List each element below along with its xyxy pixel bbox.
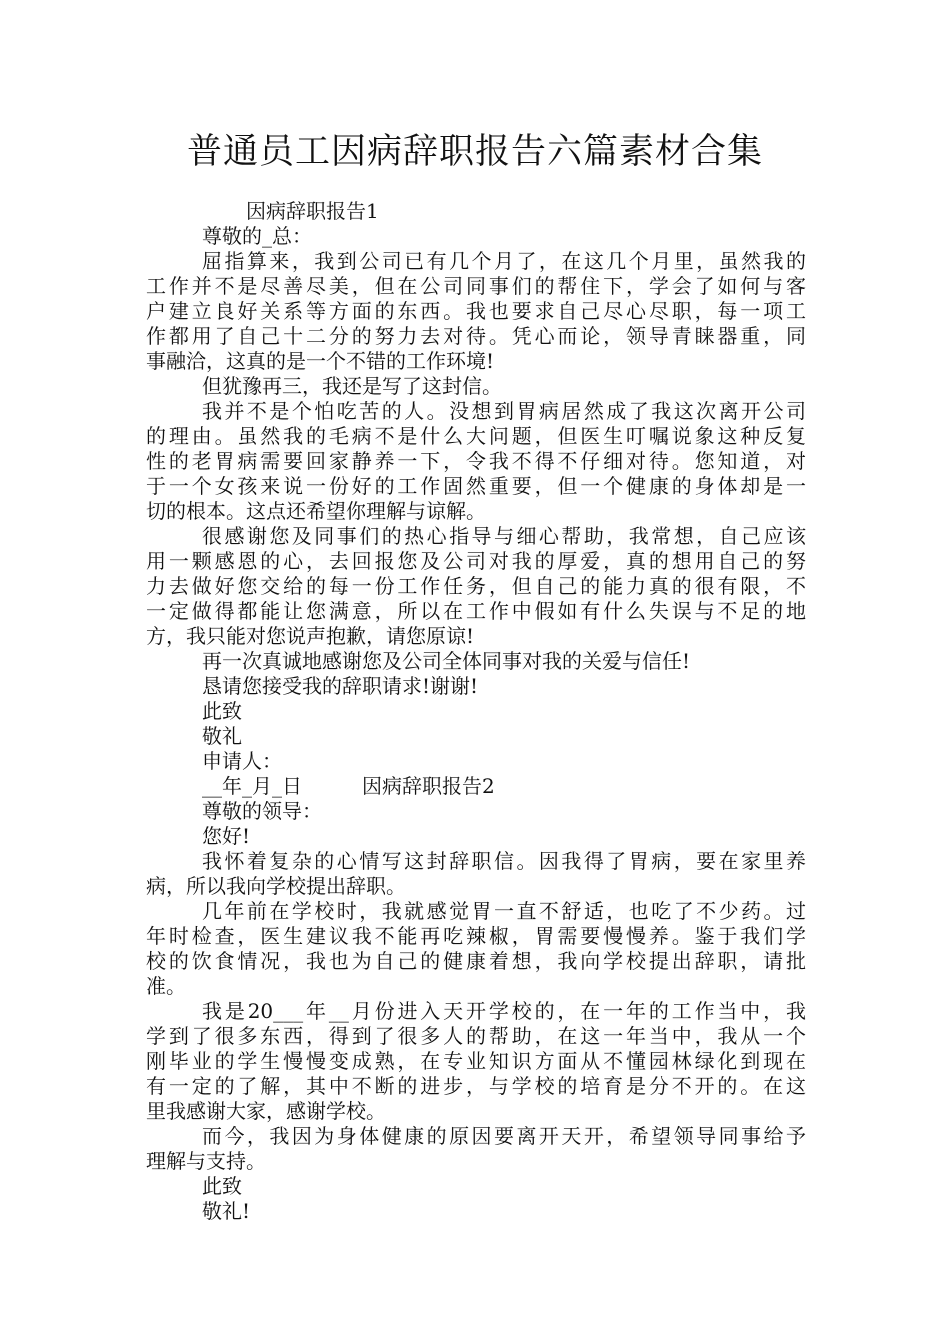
text-line bbox=[146, 524, 806, 549]
line-text: 力去做好您交给的每一份工作任务，但自己的能力真的很有限，不 bbox=[146, 574, 806, 598]
line-text: 学到了很多东西，得到了很多人的帮助，在这一年当中，我从一个 bbox=[146, 1024, 806, 1048]
line-text: 于一个女孩来说一份好的工作固然重要，但一个健康的身体却是一 bbox=[146, 474, 806, 498]
text-line bbox=[146, 724, 806, 749]
text-line bbox=[146, 274, 806, 299]
line-text: 我怀着复杂的心情写这封辞职信。因我得了胃病，要在家里养 bbox=[202, 849, 806, 873]
line-text: 作都用了自己十二分的努力去对待。凭心而论，领导青睐器重，同 bbox=[146, 324, 806, 348]
text-line bbox=[146, 1099, 806, 1124]
line-text: 几年前在学校时，我就感觉胃一直不舒适，也吃了不少药。过 bbox=[202, 899, 806, 923]
text-line bbox=[146, 224, 806, 249]
text-line bbox=[146, 399, 806, 424]
text-line bbox=[146, 1049, 806, 1074]
text-line bbox=[146, 849, 806, 874]
text-line bbox=[146, 699, 806, 724]
line-text: 方，我只能对您说声抱歉，请您原谅! bbox=[146, 624, 475, 648]
text-line bbox=[146, 1199, 806, 1224]
line-text: 理解与支持。 bbox=[146, 1149, 266, 1173]
line-text: 病，所以我向学校提出辞职。 bbox=[146, 874, 406, 898]
text-line bbox=[146, 949, 806, 974]
line-text: 切的根本。这点还希望你理解与谅解。 bbox=[146, 499, 486, 523]
line-text: 而今，我因为身体健康的原因要离开天开，希望领导同事给予 bbox=[202, 1124, 806, 1148]
line-text: 此致 bbox=[202, 1174, 242, 1198]
text-line bbox=[146, 599, 806, 624]
line-text: 再一次真诚地感谢您及公司全体同事对我的关爱与信任! bbox=[202, 649, 691, 673]
line-text: 户建立良好关系等方面的东西。我也要求自己尽心尽职，每一项工 bbox=[146, 299, 806, 323]
line-text: 校的饮食情况，我也为自己的健康着想，我向学校提出辞职，请批 bbox=[146, 949, 806, 973]
line-text: 用一颗感恩的心，去回报您及公司对我的厚爱，真的想用自己的努 bbox=[146, 549, 806, 573]
line-text: 很感谢您及同事们的热心指导与细心帮助，我常想，自己应该 bbox=[202, 524, 806, 548]
text-line bbox=[146, 1124, 806, 1149]
line-text: 尊敬的_总： bbox=[202, 224, 312, 248]
line-text: 敬礼! bbox=[202, 1199, 251, 1223]
line-text: 年时检查，医生建议我不能再吃辣椒，胃需要慢慢养。鉴于我们学 bbox=[146, 924, 806, 948]
text-line bbox=[146, 624, 806, 649]
line-text: 申请人： bbox=[202, 749, 282, 773]
text-line bbox=[146, 349, 806, 374]
text-line bbox=[146, 374, 806, 399]
line-text: 恳请您接受我的辞职请求!谢谢! bbox=[202, 674, 479, 698]
text-line bbox=[146, 449, 806, 474]
line-text: 有一定的了解，其中不断的进步，与学校的培育是分不开的。在这 bbox=[146, 1074, 806, 1098]
document-body bbox=[146, 199, 806, 1224]
text-line bbox=[146, 499, 806, 524]
text-line bbox=[146, 874, 806, 899]
text-line bbox=[146, 1074, 806, 1099]
line-text: 因病辞职报告1 bbox=[246, 199, 379, 223]
text-line bbox=[146, 574, 806, 599]
text-line bbox=[146, 774, 806, 799]
text-line bbox=[146, 749, 806, 774]
text-line bbox=[146, 199, 806, 224]
line-text: 性的老胃病需要回家静养一下，令我不得不仔细对待。您知道，对 bbox=[146, 449, 806, 473]
text-line bbox=[146, 249, 806, 274]
text-line bbox=[146, 974, 806, 999]
text-line bbox=[146, 1174, 806, 1199]
text-line bbox=[146, 299, 806, 324]
line-text: 里我感谢大家，感谢学校。 bbox=[146, 1099, 386, 1123]
line-text: 我是20___年__月份进入天开学校的，在一年的工作当中，我 bbox=[202, 999, 806, 1023]
line-text: 刚毕业的学生慢慢变成熟，在专业知识方面从不懂园林绿化到现在 bbox=[146, 1049, 806, 1073]
text-line bbox=[146, 999, 806, 1024]
line-text: __年_月_日 bbox=[202, 774, 302, 798]
line-text: 一定做得都能让您满意，所以在工作中假如有什么失误与不足的地 bbox=[146, 599, 806, 623]
line-text: 此致 bbox=[202, 699, 242, 723]
text-line bbox=[146, 674, 806, 699]
line-text: 您好! bbox=[202, 824, 251, 848]
text-line bbox=[146, 799, 806, 824]
line-text: 我并不是个怕吃苦的人。没想到胃病居然成了我这次离开公司 bbox=[202, 399, 806, 423]
line-text: 屈指算来，我到公司已有几个月了，在这几个月里，虽然我的 bbox=[202, 249, 806, 273]
line-text: 敬礼 bbox=[202, 724, 242, 748]
text-line bbox=[146, 324, 806, 349]
line-text: 但犹豫再三，我还是写了这封信。 bbox=[202, 374, 502, 398]
line-text: 的理由。虽然我的毛病不是什么大问题，但医生叮嘱说象这种反复 bbox=[146, 424, 806, 448]
text-line bbox=[146, 474, 806, 499]
line-text: 工作并不是尽善尽美，但在公司同事们的帮住下，学会了如何与客 bbox=[146, 274, 806, 298]
text-line bbox=[146, 424, 806, 449]
text-line bbox=[146, 924, 806, 949]
text-line bbox=[146, 899, 806, 924]
line-text: 尊敬的领导： bbox=[202, 799, 322, 823]
document-title: 普通员工因病辞职报告六篇素材合集 bbox=[186, 132, 763, 172]
section-heading: 因病辞职报告2 bbox=[362, 774, 495, 798]
text-line bbox=[146, 1024, 806, 1049]
text-line bbox=[146, 549, 806, 574]
text-line bbox=[146, 649, 806, 674]
text-line bbox=[146, 824, 806, 849]
line-text: 准。 bbox=[146, 974, 186, 998]
text-line bbox=[146, 1149, 806, 1174]
line-text: 事融洽，这真的是一个不错的工作环境! bbox=[146, 349, 495, 373]
